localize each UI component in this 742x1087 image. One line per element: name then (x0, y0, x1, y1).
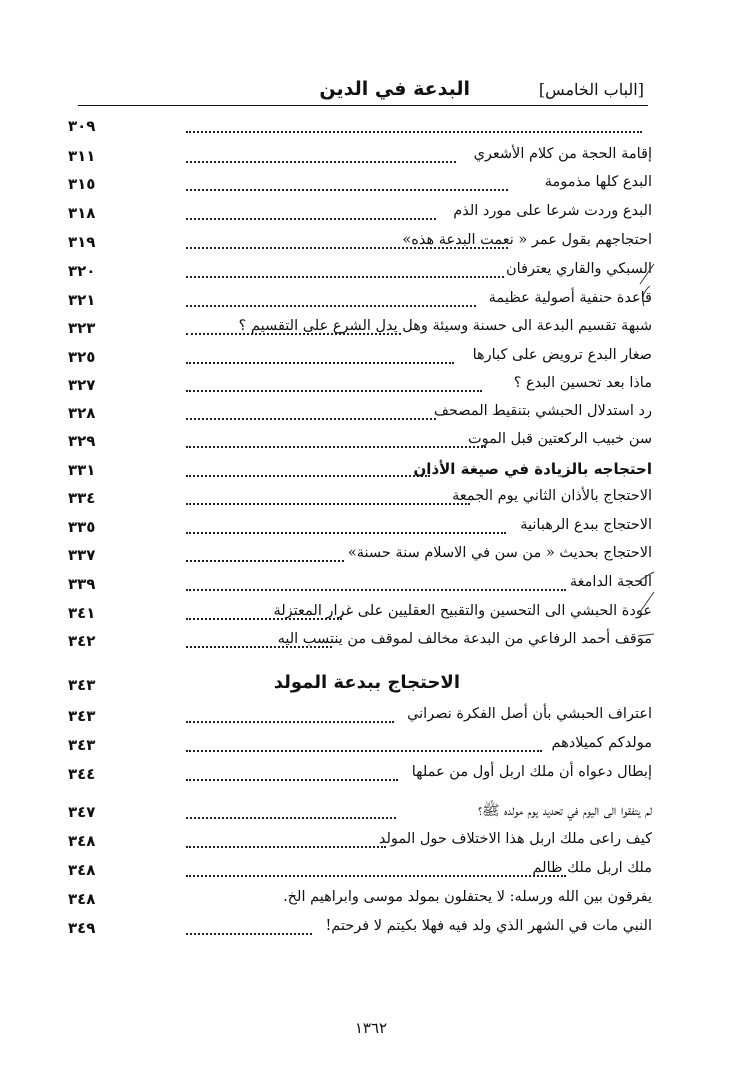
toc-entry-title: البدع كلها مذمومة (544, 174, 652, 190)
toc-entry (0, 315, 742, 343)
toc-entry-title: شبهة تقسيم البدعة الى حسنة وسيئة وهل يدل الشرع على التقسيم ؟ (238, 318, 652, 334)
toc-entry-title: الاحتجاج بالأذان الثاني يوم الجمعة (452, 488, 652, 504)
toc-page-number: ٣٢٧ (68, 376, 96, 394)
toc-page-number: ٣٤١ (68, 604, 96, 622)
toc-page-number: ٣٢١ (68, 291, 96, 309)
toc-page-number: ٣٣٩ (68, 575, 96, 593)
toc-entry (0, 400, 742, 428)
dot-leader (186, 542, 344, 562)
dot-leader (186, 514, 506, 534)
toc-entry (0, 571, 742, 599)
toc-entry (0, 886, 742, 914)
dot-leader (186, 761, 398, 781)
toc-entry (0, 703, 742, 731)
toc-entry-title: النبي مات في الشهر الذي ولد فيه فهلا بكيتم لا فرحتم! (325, 918, 652, 934)
section-page-number: ٣٤٣ (68, 676, 96, 694)
toc-entry (0, 229, 742, 257)
toc-entry (0, 457, 742, 485)
dot-leader (186, 732, 542, 752)
toc-entry (0, 344, 742, 372)
toc-entry-title: إبطال دعواه أن ملك اربل أول من عملها (411, 764, 652, 780)
toc-entry (0, 113, 742, 141)
toc-page-number: ٣٤٤ (68, 765, 96, 783)
pen-mark-icon (636, 630, 656, 654)
toc-page-number: ٣٢٥ (68, 348, 96, 366)
toc-entry (0, 171, 742, 199)
toc-page-number: ٣٢٨ (68, 404, 96, 422)
toc-page-number: ٣١٥ (68, 175, 96, 193)
toc-entry-title: كيف راعى ملك اربل هذا الاختلاف حول المولد (378, 831, 652, 847)
toc-page-number: ٣١٩ (68, 233, 96, 251)
toc-page-number: ٣٣٧ (68, 546, 96, 564)
toc-page-number: ٣٤٣ (68, 736, 96, 754)
dot-leader (186, 857, 566, 877)
toc-entry-title: ملك اربل ملك ظالم (532, 860, 652, 876)
toc-entry-title: يفرقون بين الله ورسله: لا يحتفلون بمولد موسى وابراهيم الخ. (283, 889, 652, 905)
toc-entry (0, 542, 742, 570)
toc-page-number: ٣٢٩ (68, 432, 96, 450)
toc-page-number: ٣٤٩ (68, 919, 96, 937)
dot-leader (186, 171, 508, 191)
page-header (0, 78, 742, 108)
dot-leader (186, 457, 430, 477)
toc-page-number: ٣٤٨ (68, 890, 96, 908)
toc-entry (0, 732, 742, 760)
dot-leader (186, 485, 470, 505)
toc-page-number: ٣٤٢ (68, 632, 96, 650)
toc-entry-title: البدع وردت شرعا على مورد الذم (453, 203, 652, 219)
toc-entry-title: قاعدة حنفية أصولية عظيمة (488, 290, 652, 306)
toc-entry-title: الاحتجاج ببدع الرهبانية (520, 517, 652, 533)
pen-mark-icon (636, 568, 656, 592)
pen-mark-icon (636, 590, 656, 614)
toc-entry-title: مولدكم كميلادهم (551, 735, 652, 751)
dot-leader (186, 571, 566, 591)
toc-entry-title: عودة الحبشي الى التحسين والتقبيح العقليين على غرار المعتزلة (273, 603, 652, 619)
toc-page-number: ٣٣٤ (68, 489, 96, 507)
toc-entry (0, 628, 742, 656)
toc-page-number: ٣٤٨ (68, 832, 96, 850)
toc-entry-title: اعتراف الحبشي بأن أصل الفكرة نصراني (407, 706, 652, 722)
toc-entry-title: احتجاجهم بقول عمر « نعمت البدعة هذه» (402, 232, 652, 248)
toc-page-number: ٣٤٨ (68, 861, 96, 879)
pen-mark-icon (634, 284, 654, 308)
pen-mark-icon (636, 262, 656, 286)
dot-leader (186, 828, 386, 848)
toc-page-number: ٣٢٠ (68, 262, 96, 280)
toc-entry-title: لم يتفقوا الى اليوم في تحديد يوم مولده ﷺ؟ (477, 803, 652, 819)
dot-leader (186, 113, 642, 133)
page-title: البدعة في الدين (319, 78, 470, 100)
toc-entry-title: ماذا بعد تحسين البدع ؟ (513, 375, 652, 391)
toc-entry-title: رد استدلال الحبشي بتنقيط المصحف (433, 403, 652, 419)
toc-page-number: ٣٤٧ (68, 803, 96, 821)
toc-page-number: ٣٣٥ (68, 518, 96, 536)
dot-leader (186, 915, 312, 935)
toc-entry (0, 761, 742, 789)
toc-entry (0, 143, 742, 171)
toc-entry (0, 915, 742, 943)
toc-entry (0, 799, 742, 827)
toc-entry-title: موقف أحمد الرفاعي من البدعة مخالف لموقف من ينتسب اليه (277, 631, 652, 647)
dot-leader (186, 400, 436, 420)
footer-page-number: ١٣٦٢ (354, 1019, 388, 1037)
toc-entry (0, 828, 742, 856)
toc-entry-title: السبكي والقاري يعترفان (505, 261, 652, 277)
toc-entry (0, 200, 742, 228)
dot-leader (186, 799, 396, 819)
toc-entry (0, 258, 742, 286)
toc-page-number: ٣٠٩ (68, 117, 96, 135)
toc-page-number: ٣١١ (68, 147, 96, 165)
dot-leader (186, 143, 456, 163)
toc-page-number: ٣٢٣ (68, 319, 96, 337)
dot-leader (186, 344, 454, 364)
toc-page-number: ٣١٨ (68, 204, 96, 222)
toc-entry (0, 428, 742, 456)
dot-leader (186, 287, 476, 307)
toc-entry-title: الحجة الدامغة (569, 574, 652, 590)
toc-page-number: ٣٣١ (68, 461, 96, 479)
dot-leader (186, 703, 394, 723)
section-heading: الاحتجاج ببدعة المولد (273, 672, 460, 693)
toc-entry-title: سن خبيب الركعتين قبل الموت (468, 431, 652, 447)
toc-entry-title: الاحتجاج بحديث « من سن في الاسلام سنة حسنة» (347, 545, 652, 561)
chapter-label: [الباب الخامس] (538, 80, 644, 99)
toc-entry (0, 514, 742, 542)
toc-entry-title: صغار البدع ترويض على كبارها (472, 347, 652, 363)
dot-leader (186, 428, 486, 448)
toc-entry-title: احتجاجه بالزيادة في صيغة الأذان (413, 460, 652, 478)
toc-entry (0, 372, 742, 400)
header-rule (78, 105, 648, 106)
dot-leader (186, 258, 504, 278)
toc-entry (0, 485, 742, 513)
toc-page-number: ٣٤٣ (68, 707, 96, 725)
toc-entry (0, 287, 742, 315)
toc-entry (0, 600, 742, 628)
dot-leader (186, 372, 482, 392)
dot-leader (186, 200, 436, 220)
toc-entry-title: إقامة الحجة من كلام الأشعري (473, 146, 652, 162)
toc-entry (0, 857, 742, 885)
